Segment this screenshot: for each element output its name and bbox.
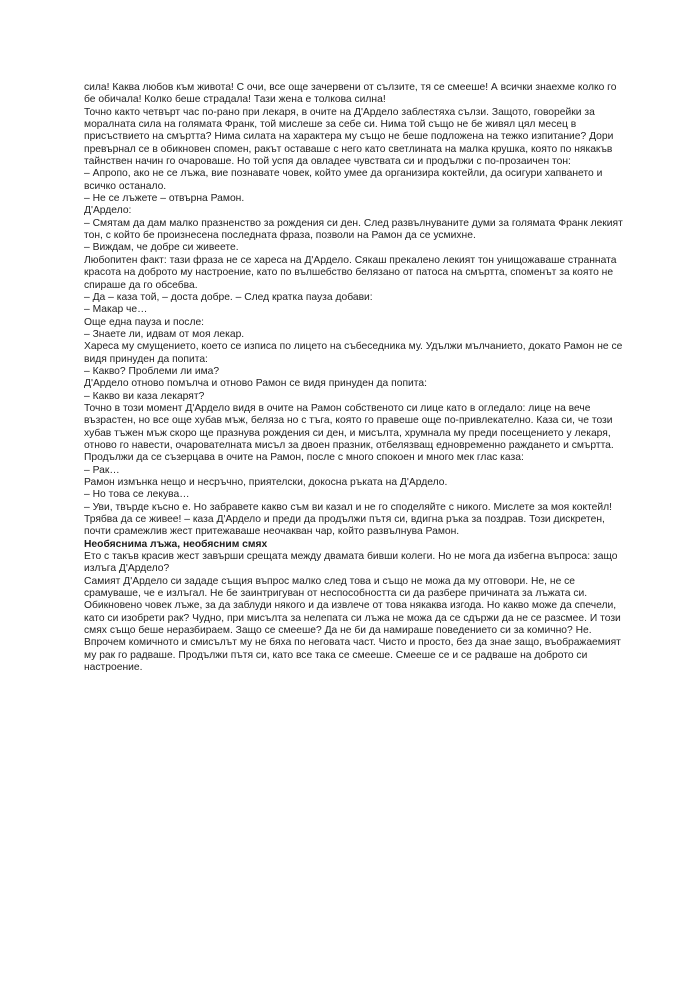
dialogue-line: – Не се лъжете – отвърна Рамон. (84, 193, 245, 205)
paragraph: Хареса му смущението, което се изписа по лицето на събеседника му. Удължи мълчанието, докато Рамон не се видя принуден да попита: (84, 341, 623, 365)
paragraph: Ето с такъв красив жест завърши срещата между двамата бивши колеги. Но не мога да избегна въпроса: защо излъга Д'Ардело? (84, 551, 618, 575)
dialogue-line: – Виждам, че добре си живеете. (84, 242, 239, 254)
dialogue-line: – Но това се лекува… (84, 489, 190, 501)
paragraph: сила! Каква любов към живота! С очи, все още зачервени от сълзите, тя се смееше! А всички знаехме колко го бе обичала! Колко беше страдала! Тази жена е толкова силна! (84, 82, 617, 106)
paragraph: Самият Д'Ардело си зададе същия въпрос малко след това и също не можа да му отговори. Не, не се срамуваше, че е излъгал. Не бе заинтригуван от неспособността си да разбере причината за лъжата си. Обикновено човек лъже, за да заблуди някого и да извлече от това някаква изгода. Но какво може да спечели, като си изобрети рак? Чудно, при мисълта за нелепата си лъжа не можа да се сдържи да не се разсмее. И този смях също беше неразбираем. Защо се смееше? Да не би да намираше поведението си за комично? Не. Впрочем комичното и смисълът му не бяха по неговата част. Чисто и просто, без да знае защо, въображаемият му рак го радваше. Продължи пътя си, като все така се смееше. Смееше се и се радваше на доброто си настроение. (84, 575, 621, 674)
dialogue-line: – Рак… (84, 464, 120, 476)
paragraph: Д'Ардело: (84, 205, 132, 217)
dialogue-line: – Да – каза той, – доста добре. – След кратка пауза добави: (84, 291, 373, 303)
paragraph: Още една пауза и после: (84, 316, 205, 328)
paragraph: Рамон измънка нещо и несръчно, приятелски, докосна ръката на Д'Ардело. (84, 477, 448, 488)
dialogue-line: – Уви, твърде късно е. Но забравете какво съм ви казал и не го споделяйте с никого. Мислете за моя коктейл! Трябва да се живее! – каза Д'Ардело и преди да продължи пътя си, вдигна ръка за поздрав. Този дискретен, почти срамежлив жест притежаваше неочакван чар, който развълнува Рамон. (84, 501, 613, 538)
paragraph: Точно както четвърт час по-рано при лекаря, в очите на Д'Ардело заблестяха сълзи. Защото, говорейки за моралната сила на голямата Франк, той мислеше за себе си. Нима той също не бе живял цял месец в присъствието на смъртта? Нима силата на характера му също не беше подложена на тежко изпитание? Дори превърнал се в обикновен спомен, ракът оставаше с него като светлината на малка крушка, която по някакъв тайнствен начин го очароваше. Но той успя да овладее чувствата си и продължи с по-прозаичен тон: (84, 106, 614, 168)
dialogue-line: – Апропо, ако не се лъжа, вие познавате човек, който умее да организира коктейли, да осигури хапването и всичко останало. (84, 168, 603, 192)
dialogue-line: – Смятам да дам малко празненство за рождения си ден. След развълнуваните думи за голямата Франк лекият тон, с който бе произнесена последната фраза, позволи на Рамон да се усмихне. (84, 217, 623, 242)
paragraph: Д'Ардело отново помълча и отново Рамон се видя принуден да попита: (84, 378, 427, 390)
paragraph: Любопитен факт: тази фраза не се хареса на Д'Ардело. Сякаш прекалено лекият тон унищожаваше странната красота на доброто му настроение, като по вълшебство белязано от патоса на смъртта, споменът за която не спираше да го обсебва. (84, 254, 617, 291)
dialogue-line: – Какво? Проблеми ли има? (84, 365, 220, 377)
dialogue-line: – Какво ви каза лекарят? (84, 390, 205, 402)
paragraph: Точно в този момент Д'Ардело видя в очите на Рамон собственото си лице като в огледало: лице на вече възрастен, но все още хубав мъж, беляза но с тъга, която го правеше още по-привлекателно. Каза си, че този хубав тъжен мъж скоро ще празнува рождения си ден, и мисълта, хрумнала му преди посещението у лекаря, отново го навести, очарователната мисъл за двоен празник, отбелязващ едновременно раждането и смъртта. Продължи да се съзерцава в очите на Рамон, после с много спокоен и много мек глас каза: (84, 402, 614, 464)
document-body (84, 82, 624, 675)
section-heading: Необяснима лъжа, необясним смях (84, 538, 268, 550)
dialogue-line: – Макар че… (84, 304, 148, 316)
dialogue-line: – Знаете ли, идвам от моя лекар. (84, 328, 245, 340)
